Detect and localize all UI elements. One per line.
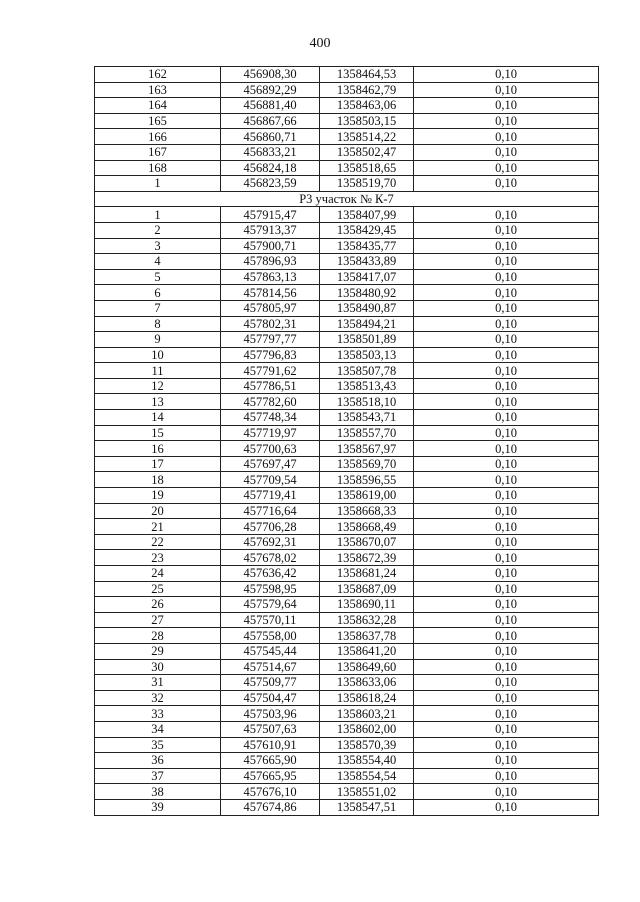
point-number-cell: 21 — [95, 519, 221, 535]
x-coordinate-cell: 456823,59 — [221, 176, 320, 192]
section-header-row — [95, 191, 599, 207]
y-coordinate-cell: 1358687,09 — [320, 581, 414, 597]
y-coordinate-cell: 1358462,79 — [320, 82, 414, 98]
y-coordinate-cell: 1358433,89 — [320, 254, 414, 270]
x-coordinate-cell: 456881,40 — [221, 98, 320, 114]
value-cell: 0,10 — [414, 597, 599, 613]
page-number: 400 — [309, 36, 331, 51]
x-coordinate-cell: 457665,95 — [221, 768, 320, 784]
x-coordinate-cell: 457700,63 — [221, 441, 320, 457]
table-row — [95, 566, 599, 582]
y-coordinate-cell: 1358490,87 — [320, 300, 414, 316]
table-row — [95, 254, 599, 270]
value-cell: 0,10 — [414, 550, 599, 566]
x-coordinate-cell: 457697,47 — [221, 456, 320, 472]
table-row — [95, 581, 599, 597]
y-coordinate-cell: 1358567,97 — [320, 441, 414, 457]
point-number-cell: 13 — [95, 394, 221, 410]
y-coordinate-cell: 1358417,07 — [320, 269, 414, 285]
x-coordinate-cell: 457558,00 — [221, 628, 320, 644]
x-coordinate-cell: 457579,64 — [221, 597, 320, 613]
table-row — [95, 98, 599, 114]
point-number-cell: 23 — [95, 550, 221, 566]
x-coordinate-cell: 457814,56 — [221, 285, 320, 301]
y-coordinate-cell: 1358637,78 — [320, 628, 414, 644]
value-cell: 0,10 — [414, 160, 599, 176]
y-coordinate-cell: 1358633,06 — [320, 675, 414, 691]
y-coordinate-cell: 1358464,53 — [320, 67, 414, 83]
table-row — [95, 332, 599, 348]
value-cell: 0,10 — [414, 799, 599, 815]
table-row — [95, 721, 599, 737]
point-number-cell: 28 — [95, 628, 221, 644]
table-row — [95, 316, 599, 332]
table-row — [95, 363, 599, 379]
x-coordinate-cell: 456824,18 — [221, 160, 320, 176]
x-coordinate-cell: 457509,77 — [221, 675, 320, 691]
y-coordinate-cell: 1358547,51 — [320, 799, 414, 815]
point-number-cell: 19 — [95, 488, 221, 504]
table-body-bottom — [95, 207, 599, 815]
table-row — [95, 410, 599, 426]
point-number-cell: 37 — [95, 768, 221, 784]
point-number-cell: 20 — [95, 503, 221, 519]
value-cell: 0,10 — [414, 675, 599, 691]
x-coordinate-cell: 457610,91 — [221, 737, 320, 753]
table-row — [95, 378, 599, 394]
value-cell: 0,10 — [414, 721, 599, 737]
value-cell: 0,10 — [414, 488, 599, 504]
y-coordinate-cell: 1358618,24 — [320, 690, 414, 706]
table-row — [95, 503, 599, 519]
y-coordinate-cell: 1358602,00 — [320, 721, 414, 737]
y-coordinate-cell: 1358641,20 — [320, 643, 414, 659]
value-cell: 0,10 — [414, 285, 599, 301]
value-cell: 0,10 — [414, 67, 599, 83]
point-number-cell: 30 — [95, 659, 221, 675]
point-number-cell: 12 — [95, 378, 221, 394]
y-coordinate-cell: 1358554,40 — [320, 753, 414, 769]
point-number-cell: 18 — [95, 472, 221, 488]
table-row — [95, 441, 599, 457]
table-row — [95, 488, 599, 504]
point-number-cell: 5 — [95, 269, 221, 285]
x-coordinate-cell: 457796,83 — [221, 347, 320, 363]
value-cell: 0,10 — [414, 129, 599, 145]
table-row — [95, 612, 599, 628]
y-coordinate-cell: 1358670,07 — [320, 534, 414, 550]
y-coordinate-cell: 1358619,00 — [320, 488, 414, 504]
x-coordinate-cell: 457802,31 — [221, 316, 320, 332]
table-row — [95, 269, 599, 285]
table-row — [95, 628, 599, 644]
point-number-cell: 25 — [95, 581, 221, 597]
x-coordinate-cell: 457716,64 — [221, 503, 320, 519]
point-number-cell: 26 — [95, 597, 221, 613]
value-cell: 0,10 — [414, 472, 599, 488]
point-number-cell: 24 — [95, 566, 221, 582]
point-number-cell: 166 — [95, 129, 221, 145]
table-row — [95, 129, 599, 145]
value-cell: 0,10 — [414, 768, 599, 784]
x-coordinate-cell: 457545,44 — [221, 643, 320, 659]
value-cell: 0,10 — [414, 347, 599, 363]
x-coordinate-cell: 457719,97 — [221, 425, 320, 441]
point-number-cell: 8 — [95, 316, 221, 332]
point-number-cell: 6 — [95, 285, 221, 301]
table-row — [95, 394, 599, 410]
table-row — [95, 706, 599, 722]
point-number-cell: 7 — [95, 300, 221, 316]
section-header-group — [95, 191, 599, 207]
table-row — [95, 472, 599, 488]
y-coordinate-cell: 1358668,49 — [320, 519, 414, 535]
x-coordinate-cell: 457896,93 — [221, 254, 320, 270]
value-cell: 0,10 — [414, 612, 599, 628]
table-row — [95, 207, 599, 223]
table-row — [95, 737, 599, 753]
table-row — [95, 643, 599, 659]
value-cell: 0,10 — [414, 144, 599, 160]
x-coordinate-cell: 456892,29 — [221, 82, 320, 98]
coordinates-table — [94, 66, 599, 816]
value-cell: 0,10 — [414, 254, 599, 270]
x-coordinate-cell: 457665,90 — [221, 753, 320, 769]
point-number-cell: 32 — [95, 690, 221, 706]
point-number-cell: 162 — [95, 67, 221, 83]
table-row — [95, 347, 599, 363]
point-number-cell: 31 — [95, 675, 221, 691]
point-number-cell: 35 — [95, 737, 221, 753]
x-coordinate-cell: 457913,37 — [221, 222, 320, 238]
point-number-cell: 1 — [95, 207, 221, 223]
x-coordinate-cell: 457797,77 — [221, 332, 320, 348]
point-number-cell: 10 — [95, 347, 221, 363]
y-coordinate-cell: 1358518,65 — [320, 160, 414, 176]
point-number-cell: 22 — [95, 534, 221, 550]
y-coordinate-cell: 1358632,28 — [320, 612, 414, 628]
y-coordinate-cell: 1358429,45 — [320, 222, 414, 238]
table-row — [95, 425, 599, 441]
table-row — [95, 67, 599, 83]
table-row — [95, 675, 599, 691]
table-row — [95, 534, 599, 550]
y-coordinate-cell: 1358603,21 — [320, 706, 414, 722]
point-number-cell: 164 — [95, 98, 221, 114]
table-row — [95, 456, 599, 472]
x-coordinate-cell: 457805,97 — [221, 300, 320, 316]
value-cell: 0,10 — [414, 425, 599, 441]
table-row — [95, 784, 599, 800]
x-coordinate-cell: 457676,10 — [221, 784, 320, 800]
point-number-cell: 9 — [95, 332, 221, 348]
x-coordinate-cell: 456908,30 — [221, 67, 320, 83]
value-cell: 0,10 — [414, 363, 599, 379]
table-row — [95, 799, 599, 815]
value-cell: 0,10 — [414, 659, 599, 675]
value-cell: 0,10 — [414, 238, 599, 254]
y-coordinate-cell: 1358569,70 — [320, 456, 414, 472]
y-coordinate-cell: 1358518,10 — [320, 394, 414, 410]
table-body-top — [95, 67, 599, 192]
value-cell: 0,10 — [414, 753, 599, 769]
value-cell: 0,10 — [414, 300, 599, 316]
x-coordinate-cell: 457748,34 — [221, 410, 320, 426]
y-coordinate-cell: 1358435,77 — [320, 238, 414, 254]
table-row — [95, 550, 599, 566]
y-coordinate-cell: 1358507,78 — [320, 363, 414, 379]
point-number-cell: 165 — [95, 113, 221, 129]
x-coordinate-cell: 457507,63 — [221, 721, 320, 737]
x-coordinate-cell: 457786,51 — [221, 378, 320, 394]
y-coordinate-cell: 1358557,70 — [320, 425, 414, 441]
point-number-cell: 2 — [95, 222, 221, 238]
point-number-cell: 17 — [95, 456, 221, 472]
value-cell: 0,10 — [414, 784, 599, 800]
table-row — [95, 300, 599, 316]
y-coordinate-cell: 1358503,15 — [320, 113, 414, 129]
y-coordinate-cell: 1358514,22 — [320, 129, 414, 145]
value-cell: 0,10 — [414, 566, 599, 582]
x-coordinate-cell: 457504,47 — [221, 690, 320, 706]
x-coordinate-cell: 457570,11 — [221, 612, 320, 628]
y-coordinate-cell: 1358463,06 — [320, 98, 414, 114]
x-coordinate-cell: 457782,60 — [221, 394, 320, 410]
value-cell: 0,10 — [414, 378, 599, 394]
y-coordinate-cell: 1358570,39 — [320, 737, 414, 753]
value-cell: 0,10 — [414, 534, 599, 550]
y-coordinate-cell: 1358690,11 — [320, 597, 414, 613]
table-row — [95, 144, 599, 160]
value-cell: 0,10 — [414, 113, 599, 129]
x-coordinate-cell: 457503,96 — [221, 706, 320, 722]
y-coordinate-cell: 1358503,13 — [320, 347, 414, 363]
x-coordinate-cell: 457514,67 — [221, 659, 320, 675]
table-row — [95, 597, 599, 613]
value-cell: 0,10 — [414, 207, 599, 223]
x-coordinate-cell: 456867,66 — [221, 113, 320, 129]
point-number-cell: 39 — [95, 799, 221, 815]
table-row — [95, 113, 599, 129]
y-coordinate-cell: 1358480,92 — [320, 285, 414, 301]
y-coordinate-cell: 1358513,43 — [320, 378, 414, 394]
value-cell: 0,10 — [414, 737, 599, 753]
point-number-cell: 34 — [95, 721, 221, 737]
value-cell: 0,10 — [414, 706, 599, 722]
x-coordinate-cell: 456860,71 — [221, 129, 320, 145]
value-cell: 0,10 — [414, 98, 599, 114]
y-coordinate-cell: 1358672,39 — [320, 550, 414, 566]
x-coordinate-cell: 457719,41 — [221, 488, 320, 504]
table-row — [95, 238, 599, 254]
table-row — [95, 659, 599, 675]
x-coordinate-cell: 457706,28 — [221, 519, 320, 535]
value-cell: 0,10 — [414, 690, 599, 706]
x-coordinate-cell: 457636,42 — [221, 566, 320, 582]
table-row — [95, 768, 599, 784]
table-row — [95, 690, 599, 706]
value-cell: 0,10 — [414, 222, 599, 238]
value-cell: 0,10 — [414, 176, 599, 192]
value-cell: 0,10 — [414, 519, 599, 535]
y-coordinate-cell: 1358501,89 — [320, 332, 414, 348]
y-coordinate-cell: 1358596,55 — [320, 472, 414, 488]
point-number-cell: 11 — [95, 363, 221, 379]
table-row — [95, 160, 599, 176]
point-number-cell: 36 — [95, 753, 221, 769]
value-cell: 0,10 — [414, 332, 599, 348]
value-cell: 0,10 — [414, 269, 599, 285]
point-number-cell: 15 — [95, 425, 221, 441]
x-coordinate-cell: 456833,21 — [221, 144, 320, 160]
value-cell: 0,10 — [414, 503, 599, 519]
point-number-cell: 163 — [95, 82, 221, 98]
y-coordinate-cell: 1358681,24 — [320, 566, 414, 582]
x-coordinate-cell: 457900,71 — [221, 238, 320, 254]
value-cell: 0,10 — [414, 394, 599, 410]
value-cell: 0,10 — [414, 581, 599, 597]
value-cell: 0,10 — [414, 456, 599, 472]
x-coordinate-cell: 457791,62 — [221, 363, 320, 379]
x-coordinate-cell: 457674,86 — [221, 799, 320, 815]
y-coordinate-cell: 1358407,99 — [320, 207, 414, 223]
x-coordinate-cell: 457598,95 — [221, 581, 320, 597]
point-number-cell: 3 — [95, 238, 221, 254]
point-number-cell: 38 — [95, 784, 221, 800]
y-coordinate-cell: 1358494,21 — [320, 316, 414, 332]
table-row — [95, 82, 599, 98]
point-number-cell: 167 — [95, 144, 221, 160]
point-number-cell: 33 — [95, 706, 221, 722]
x-coordinate-cell: 457692,31 — [221, 534, 320, 550]
y-coordinate-cell: 1358502,47 — [320, 144, 414, 160]
x-coordinate-cell: 457915,47 — [221, 207, 320, 223]
value-cell: 0,10 — [414, 441, 599, 457]
table-row — [95, 222, 599, 238]
y-coordinate-cell: 1358543,71 — [320, 410, 414, 426]
table-row — [95, 176, 599, 192]
value-cell: 0,10 — [414, 82, 599, 98]
point-number-cell: 1 — [95, 176, 221, 192]
y-coordinate-cell: 1358519,70 — [320, 176, 414, 192]
point-number-cell: 29 — [95, 643, 221, 659]
section-label: Р3 участок № К-7 — [95, 191, 599, 207]
y-coordinate-cell: 1358668,33 — [320, 503, 414, 519]
table-row — [95, 519, 599, 535]
point-number-cell: 4 — [95, 254, 221, 270]
y-coordinate-cell: 1358554,54 — [320, 768, 414, 784]
value-cell: 0,10 — [414, 410, 599, 426]
value-cell: 0,10 — [414, 628, 599, 644]
x-coordinate-cell: 457863,13 — [221, 269, 320, 285]
y-coordinate-cell: 1358551,02 — [320, 784, 414, 800]
point-number-cell: 27 — [95, 612, 221, 628]
y-coordinate-cell: 1358649,60 — [320, 659, 414, 675]
point-number-cell: 14 — [95, 410, 221, 426]
value-cell: 0,10 — [414, 316, 599, 332]
x-coordinate-cell: 457678,02 — [221, 550, 320, 566]
point-number-cell: 16 — [95, 441, 221, 457]
x-coordinate-cell: 457709,54 — [221, 472, 320, 488]
table-row — [95, 285, 599, 301]
table-row — [95, 753, 599, 769]
point-number-cell: 168 — [95, 160, 221, 176]
value-cell: 0,10 — [414, 643, 599, 659]
